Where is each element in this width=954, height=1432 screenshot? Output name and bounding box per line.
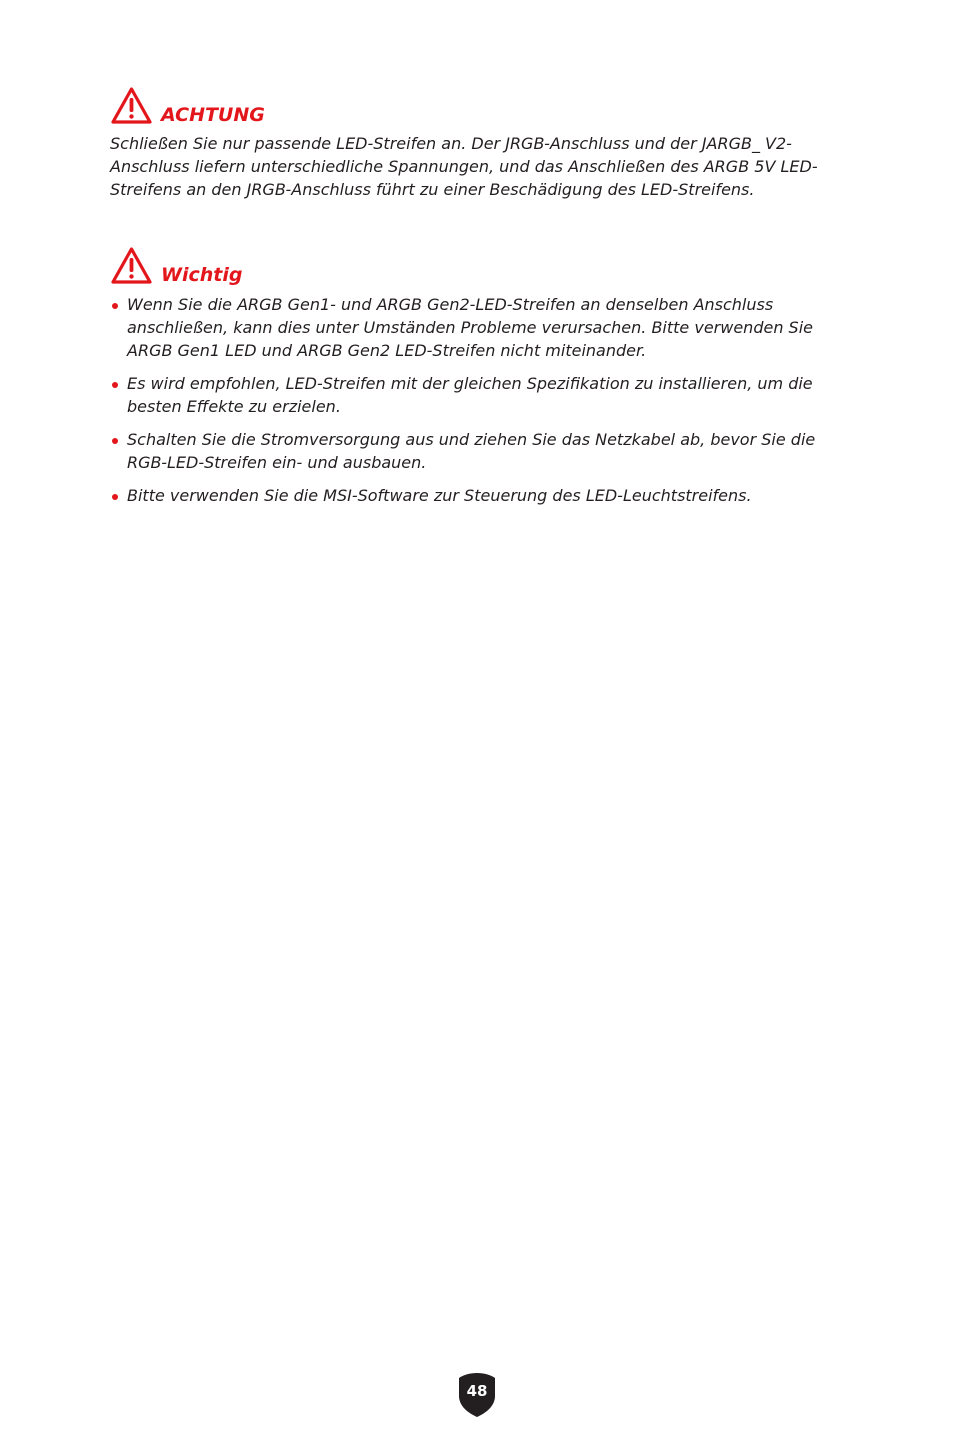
list-item-text: Bitte verwenden Sie die MSI-Software zur Steuerung des LED-Leuchtstreifens. (127, 486, 752, 505)
list-item-text: Schalten Sie die Stromversorgung aus und ziehen Sie das Netzkabel ab, bevor Sie die RGB-LED-Streifen ein- und ausbauen. (127, 430, 816, 472)
achtung-title: ACHTUNG (161, 104, 265, 126)
bullet-icon (112, 494, 118, 500)
wichtig-list (110, 293, 840, 507)
page-number-badge (458, 1372, 496, 1418)
bullet-icon (112, 438, 118, 444)
list-item (110, 428, 840, 474)
achtung-text: Schließen Sie nur passende LED-Streifen an. Der JRGB-Anschluss und der JARGB_ V2-Anschluss liefern unterschiedliche Spannungen, und das Anschließen des ARGB 5V LED-Streifens an den JRGB-Anschluss führt zu einer Beschädigung des LED-Streifens. (110, 134, 818, 199)
bullet-icon (112, 382, 118, 388)
list-item (110, 484, 840, 507)
wichtig-title: Wichtig (161, 264, 243, 286)
bullet-icon (112, 303, 118, 309)
warning-icon (110, 86, 153, 126)
achtung-heading (110, 86, 840, 126)
list-item (110, 293, 840, 362)
list-item-text: Wenn Sie die ARGB Gen1- und ARGB Gen2-LED-Streifen an denselben Anschluss anschließen, kann dies unter Umständen Probleme verursachen. Bitte verwenden Sie ARGB Gen1 LED und ARGB Gen2 LED-Streifen nicht miteinander. (127, 295, 813, 360)
list-item (110, 372, 840, 418)
page-number: 48 (466, 1382, 488, 1400)
wichtig-section (110, 246, 840, 517)
wichtig-heading (110, 246, 840, 286)
list-item-text: Es wird empfohlen, LED-Streifen mit der gleichen Spezifikation zu installieren, um die besten Effekte zu erzielen. (127, 374, 813, 416)
warning-icon (110, 246, 153, 286)
achtung-section (110, 86, 840, 201)
